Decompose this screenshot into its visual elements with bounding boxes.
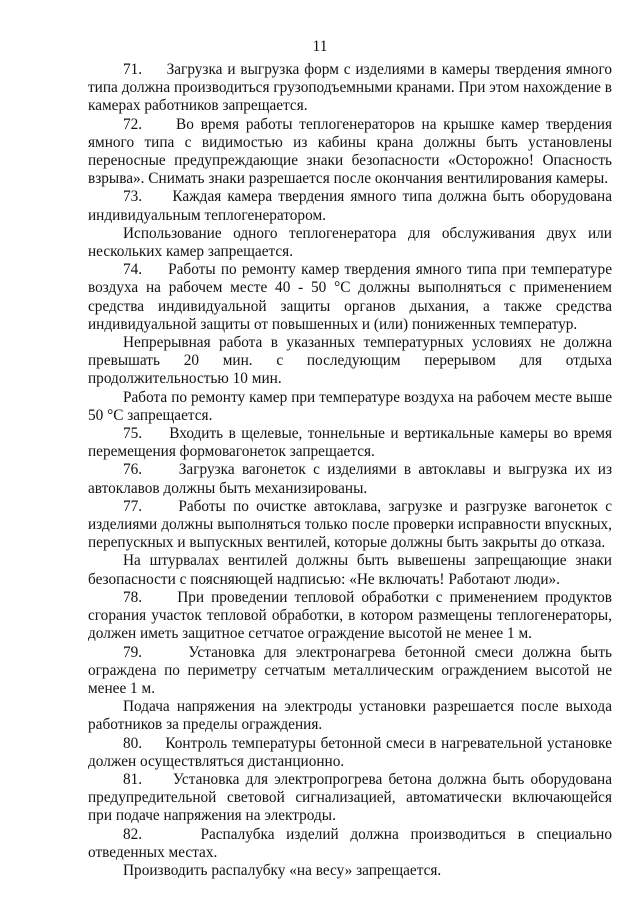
paragraph-74-note-2: Работа по ремонту камер при температуре воздуха на рабочем месте выше 50 °С запрещается.: [88, 388, 612, 424]
paragraph-73: 73. Каждая камера твердения ямного типа должна быть оборудована индивидуальным теплогенератором.: [88, 188, 612, 224]
paragraph-75: 75. Входить в щелевые, тоннельные и вертикальные камеры во время перемещения формовагонеток запрещается.: [88, 425, 612, 461]
paragraph-79: 79. Установка для электронагрева бетонной смеси должна быть ограждена по периметру сетчатым металлическим ограждением высотой не менее 1 м.: [88, 643, 612, 697]
paragraph-77-note: На штурвалах вентилей должны быть вывешены запрещающие знаки безопасности с поясняющей надписью: «Не включать! Работают люди».: [88, 552, 612, 588]
paragraph-73-note: Использование одного теплогенератора для обслуживания двух или нескольких камер запрещается.: [88, 224, 612, 261]
paragraph-72: 72. Во время работы теплогенераторов на крышке камер твердения ямного типа с видимостью из кабины крана должны быть установлены переносные предупреждающие знаки безопасности «Осторожно! Опасность взрыва». Снимать знаки разрешается после окончания вентилирования камеры.: [88, 115, 612, 188]
paragraph-78: 78. При проведении тепловой обработки с применением продуктов сгорания участок тепловой обработки, в котором размещены теплогенераторы, должен иметь защитное сетчатое ограждение высотой не менее 1 м.: [88, 588, 612, 643]
paragraph-77: 77. Работы по очистке автоклава, загрузке и разгрузке вагонеток с изделиями должны выполняться только после проверки исправности впускных, перепускных и выпускных вентилей, которые должны быть закрыты до отказа.: [88, 497, 612, 552]
paragraph-80: 80. Контроль температуры бетонной смеси в нагревательной установке должен осуществляться дистанционно.: [88, 734, 612, 770]
paragraph-71: 71. Загрузка и выгрузка форм с изделиями в камеры твердения ямного типа должна производиться грузоподъемными кранами. При этом нахождение в камерах работников запрещается.: [88, 61, 612, 115]
page-number: 11: [312, 38, 328, 55]
paragraph-81: 81. Установка для электропрогрева бетона должна быть оборудована предупредительной световой сигнализацией, автоматически включающейся при подаче напряжения на электроды.: [88, 770, 612, 825]
paragraph-74: 74. Работы по ремонту камер твердения ямного типа при температуре воздуха на рабочем месте 40 - 50 °С должны выполняться с применением средства индивидуальной защиты органов дыхания, а также средства индивидуальной защиты от повышенных и (или) пониженных температур.: [88, 261, 612, 333]
document-body: [88, 61, 612, 880]
paragraph-76: 76. Загрузка вагонеток с изделиями в автоклавы и выгрузка их из автоклавов должны быть механизированы.: [88, 461, 612, 497]
paragraph-79-note: Подача напряжения на электроды установки разрешается после выхода работников за пределы ограждения.: [88, 698, 612, 734]
paragraph-82-note: Производить распалубку «на весу» запрещается.: [123, 861, 442, 879]
paragraph-82: 82. Распалубка изделий должна производиться в специально отведенных местах.: [88, 825, 612, 861]
paragraph-74-note-1: Непрерывная работа в указанных температурных условиях не должна превышать 20 мин. с последующим перерывом для отдыха продолжительностью 10 мин.: [88, 334, 612, 388]
